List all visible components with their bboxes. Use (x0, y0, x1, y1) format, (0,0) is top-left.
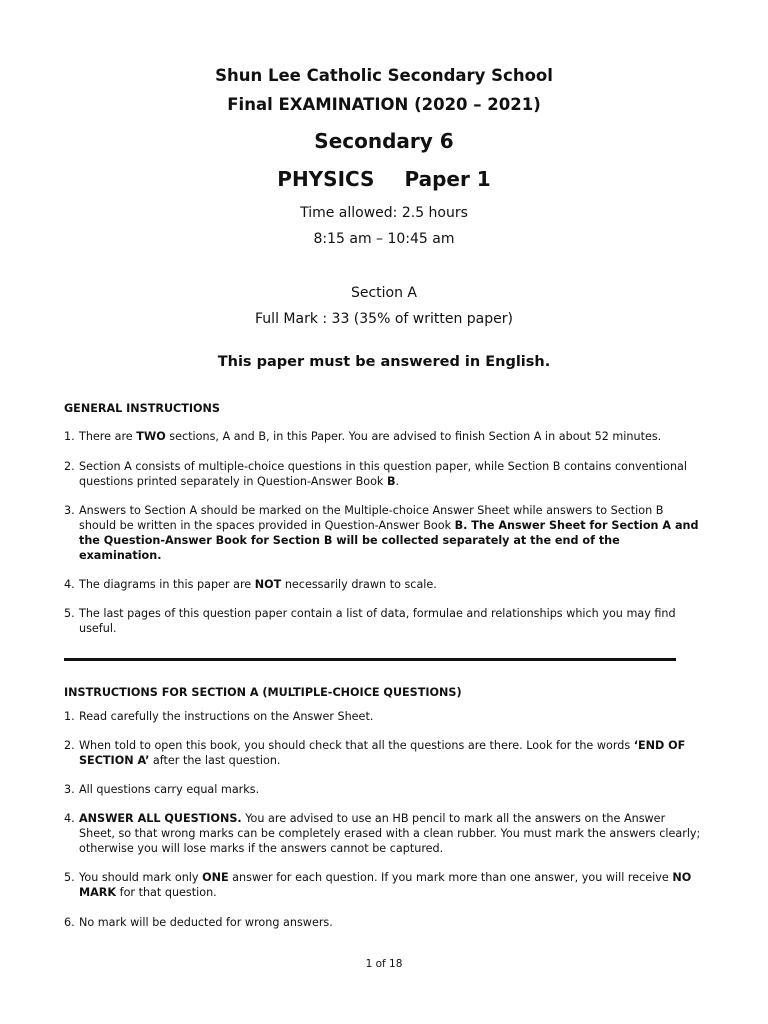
section-a-instruction-item (64, 738, 704, 768)
item-emphasis: B. The Answer Sheet for Section A and the Question-Answer Book for Section B will be collected separately at the end of the examination. (79, 519, 699, 562)
item-number: 1. (64, 430, 75, 443)
item-number: 4. (64, 812, 75, 825)
time-range: 8:15 am – 10:45 am (313, 231, 455, 247)
item-text: All questions carry equal marks. (79, 783, 260, 796)
item-text: Answers to Section A should be marked on the Multiple-choice Answer Sheet while answers to Section B should be written in the spaces provided in Question-Answer Book (79, 504, 664, 532)
item-number: 2. (64, 460, 75, 473)
item-text: When told to open this book, you should check that all the questions are there. Look for the words (79, 739, 634, 752)
item-emphasis: NOT (254, 578, 282, 591)
section-label: Section A (350, 285, 418, 301)
general-instruction-item (64, 459, 704, 489)
full-mark: Full Mark : 33 (35% of written paper) (255, 311, 513, 327)
item-text: The last pages of this question paper contain a list of data, formulae and relationships which you may find useful. (79, 607, 676, 635)
item-text: You should mark only (79, 871, 203, 884)
item-text: answer for each question. If you mark more than one answer, you will receive (228, 871, 673, 884)
page-number: 1 of 18 (365, 958, 403, 970)
item-number: 3. (64, 504, 75, 517)
item-text: . (395, 475, 400, 488)
paper-number: Paper 1 (404, 167, 491, 191)
item-text: The diagrams in this paper are (79, 578, 255, 591)
subject-name: PHYSICS (277, 167, 375, 191)
section-a-instruction-item (64, 782, 704, 797)
item-text: sections, A and B, in this Paper. You are advised to finish Section A in about 52 minutes. (165, 430, 662, 443)
item-number: 2. (64, 739, 75, 752)
item-number: 1. (64, 710, 75, 723)
item-emphasis: NO MARK (79, 871, 692, 899)
item-text: for that question. (116, 886, 217, 899)
item-text: No mark will be deducted for wrong answers. (79, 916, 333, 929)
item-text: You are advised to use an HB pencil to mark all the answers on the Answer Sheet, so that wrong marks can be completely erased with a clean rubber. You must mark the answers clearly; otherwise you will lose marks if the answers cannot be captured. (79, 812, 701, 855)
item-emphasis: ‘END OF SECTION A’ (79, 739, 686, 767)
form-level: Secondary 6 (314, 129, 454, 153)
item-emphasis: B (386, 475, 396, 488)
school-name: Shun Lee Catholic Secondary School (215, 66, 553, 85)
item-emphasis: ONE (202, 871, 229, 884)
subject-line (0, 167, 768, 191)
general-instructions-heading: GENERAL INSTRUCTIONS (64, 402, 220, 415)
item-emphasis: ANSWER ALL QUESTIONS. (79, 812, 242, 825)
item-number: 4. (64, 578, 75, 591)
item-emphasis: TWO (136, 430, 166, 443)
item-number: 3. (64, 783, 75, 796)
general-instruction-item (64, 429, 704, 444)
item-text: after the last question. (149, 754, 281, 767)
section-a-instruction-item (64, 915, 704, 930)
language-note: This paper must be answered in English. (217, 354, 551, 370)
general-instruction-item (64, 606, 704, 636)
item-text: necessarily drawn to scale. (281, 578, 437, 591)
section-a-instructions-heading: INSTRUCTIONS FOR SECTION A (MULTIPLE-CHOICE QUESTIONS) (64, 686, 462, 699)
time-allowed: Time allowed: 2.5 hours (300, 205, 468, 221)
section-divider (64, 658, 676, 661)
exam-title: Final EXAMINATION (2020 – 2021) (227, 95, 541, 114)
item-text: There are (79, 430, 137, 443)
general-instruction-item (64, 503, 704, 563)
item-number: 5. (64, 871, 75, 884)
section-a-instruction-item (64, 870, 704, 900)
general-instruction-item (64, 577, 704, 592)
section-a-instruction-item (64, 811, 704, 856)
item-text: Section A consists of multiple-choice questions in this question paper, while Section B contains conventional questions printed separately in Question-Answer Book (79, 460, 688, 488)
item-number: 5. (64, 607, 75, 620)
section-a-instruction-item (64, 709, 704, 724)
item-text: Read carefully the instructions on the Answer Sheet. (79, 710, 374, 723)
item-number: 6. (64, 916, 75, 929)
